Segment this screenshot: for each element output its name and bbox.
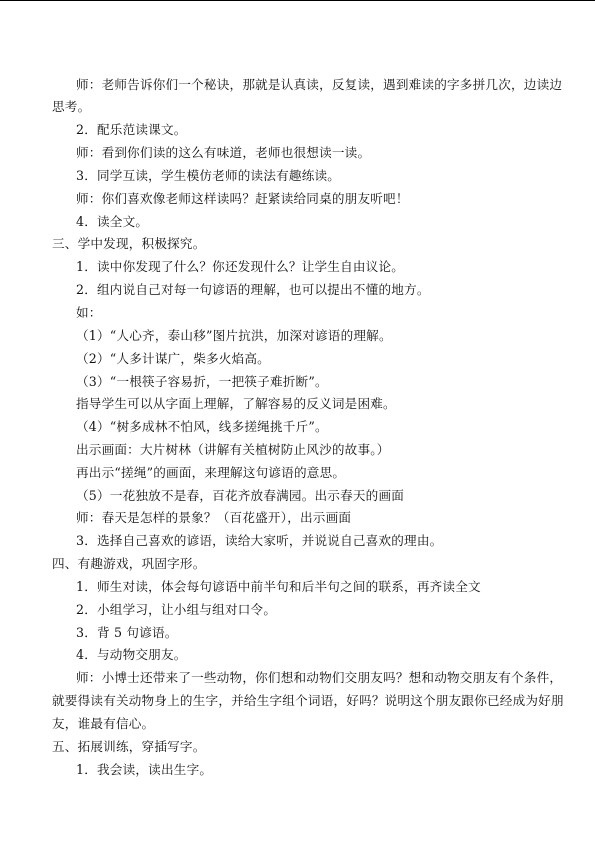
text-line: 1．我会读，读出生字。: [76, 762, 213, 777]
text-line: 1．读中你发现了什么？你还发现什么？让学生自由议论。: [76, 259, 405, 274]
text-line: 友，谁最有信心。: [52, 716, 155, 731]
text-line: 思考。: [52, 99, 91, 114]
text-line: 指导学生可以从字面上理解，了解容易的反义词是困难。: [76, 396, 396, 411]
text-line: 就要得读有关动物身上的生字，并给生字组个词语，好吗？说明这个朋友跟你已经成为好朋: [52, 693, 564, 708]
text-line: （2）“人多计谋广，柴多火焰高。: [76, 351, 270, 366]
text-line: 师：你们喜欢像老师这样读吗？赶紧读给同桌的朋友听吧！: [76, 191, 409, 206]
text-line: 4．读全文。: [76, 214, 149, 229]
text-line: 师：春天是怎样的景象？（百花盛开），出示画面: [76, 510, 352, 525]
text-line: 如：: [76, 305, 102, 320]
text-line: 再出示“搓绳”的画面，来理解这句谚语的意思。: [76, 465, 346, 480]
text-line: 师：小博士还带来了一些动物，你们想和动物们交朋友吗？想和动物交朋友有个条件，: [76, 670, 563, 685]
text-line: （5）一花独放不是春，百花齐放春满园。出示春天的画面: [76, 488, 405, 503]
text-line: 师：看到你们读的这么有味道，老师也很想读一读。: [76, 145, 371, 160]
text-line: 出示画面：大片树林（讲解有关植树防止风沙的故事。）: [76, 442, 390, 457]
text-line: 1．师生对读，体会每句谚语中前半句和后半句之间的联系，再齐读全文: [76, 579, 481, 594]
section-heading: 五、拓展训练，穿插写字。: [52, 739, 206, 754]
text-line: 3．选择自己喜欢的谚语，读给大家听，并说说自己喜欢的理由。: [76, 533, 443, 548]
text-line: 师：老师告诉你们一个秘诀，那就是认真读，反复读，遇到难读的字多拼几次，边读边: [76, 77, 563, 92]
text-line: 2．配乐范读课文。: [76, 122, 187, 137]
text-line: 2．组内说自己对每一句谚语的理解，也可以提出不懂的地方。: [76, 282, 430, 297]
section-heading: 四、有趣游戏，巩固字形。: [52, 556, 206, 571]
text-line: （3）“一根筷子容易折，一把筷子难折断”。: [76, 374, 328, 389]
text-line: （1）“人心齐，泰山移”图片抗洪，加深对谚语的理解。: [76, 328, 392, 343]
text-line: 3．同学互读，学生模仿老师的读法有趣练读。: [76, 168, 341, 183]
text-line: （4）“树多成林不怕风，线多搓绳挑千斤”。: [76, 419, 328, 434]
text-line: 3．背 5 句谚语。: [76, 625, 178, 640]
text-line: 4．与动物交朋友。: [76, 647, 187, 662]
section-heading: 三、学中发现，积极探究。: [52, 236, 206, 251]
text-line: 2．小组学习，让小组与组对口令。: [76, 602, 277, 617]
